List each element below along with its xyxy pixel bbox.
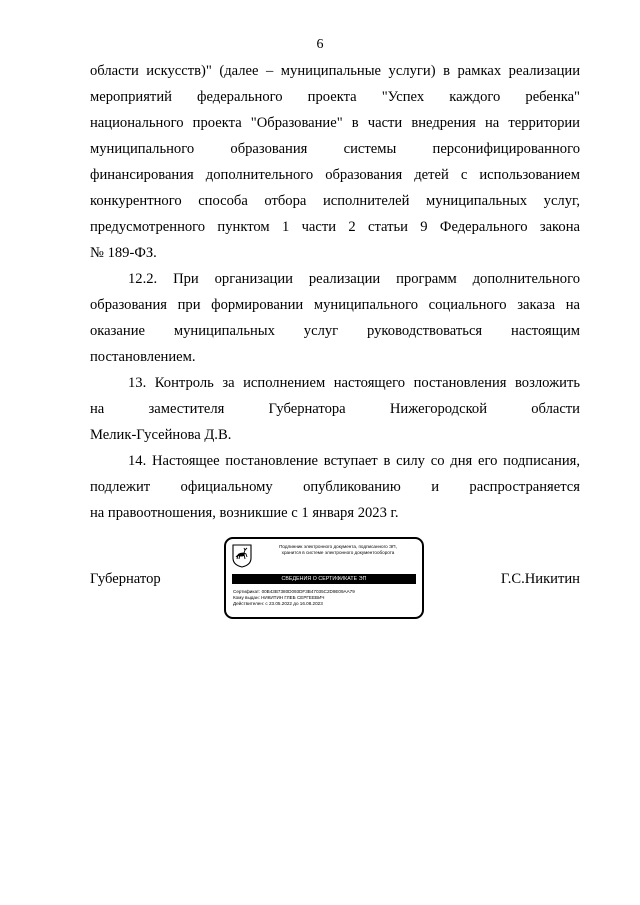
stamp-header-line: Подлинник электронного документа, подписанного ЭП, [279, 544, 397, 549]
text-line: муниципального образования системы персонифицированного [90, 141, 580, 157]
text-line: конкурентного способа отбора исполнителей муниципальных услуг, [90, 193, 580, 209]
text-line: на правоотношения, возникшие с 1 января 2023 г. [90, 505, 399, 521]
text-line: 14. Настоящее постановление вступает в силу со дня его подписания, [128, 453, 580, 469]
stamp-header [256, 544, 420, 556]
text-line: подлежит официальному опубликованию и распространяется [90, 479, 580, 495]
text-line: национального проекта "Образование" в части внедрения на территории [90, 115, 580, 131]
stamp-certificate: Сертификат: 00B43B7380D093DF3B47035C2D9E09AA79 [233, 589, 355, 594]
text-line: 12.2. При организации реализации программ дополнительного [128, 271, 580, 287]
text-line: № 189-ФЗ. [90, 245, 157, 261]
text-line: области искусств)" (далее – муниципальные услуги) в рамках реализации [90, 63, 580, 79]
signatory-position: Губернатор [90, 571, 161, 587]
paragraph-12-2 [90, 266, 580, 370]
stamp-title-bar: СВЕДЕНИЯ О СЕРТИФИКАТЕ ЭП [232, 574, 416, 584]
stamp-header-line: хранится в системе электронного документооборота [281, 550, 395, 555]
text-line: на заместителя Губернатора Нижегородской области [90, 401, 580, 417]
text-line: предусмотренного пунктом 1 части 2 статьи 9 Федерального закона [90, 219, 580, 235]
text-line: 13. Контроль за исполнением настоящего постановления возложить [128, 375, 580, 391]
text-line: оказание муниципальных услуг руководствоваться настоящим [90, 323, 580, 339]
text-line: финансирования дополнительного образования детей с использованием [90, 167, 580, 183]
text-line: мероприятий федерального проекта "Успех каждого ребенка" [90, 89, 580, 105]
stamp-validity: Действителен: с 23.05.2022 до 16.08.2023 [233, 601, 323, 606]
text-line: Мелик-Гусейнова Д.В. [90, 427, 232, 443]
text-line: постановлением. [90, 349, 196, 365]
page-number: 6 [316, 37, 324, 52]
nizhny-novgorod-deer-emblem-icon [232, 544, 252, 568]
paragraph-1 [90, 58, 580, 266]
paragraph-13 [90, 370, 580, 448]
signatory-name: Г.С.Никитин [500, 571, 580, 587]
stamp-issued-to: Кому выдан: НИКИТИН ГЛЕБ СЕРГЕЕВИЧ [233, 595, 325, 600]
paragraph-14 [90, 448, 580, 526]
text-line: образования при формировании муниципального социального заказа на [90, 297, 580, 313]
electronic-signature-stamp [224, 537, 424, 619]
document-body [90, 58, 580, 526]
